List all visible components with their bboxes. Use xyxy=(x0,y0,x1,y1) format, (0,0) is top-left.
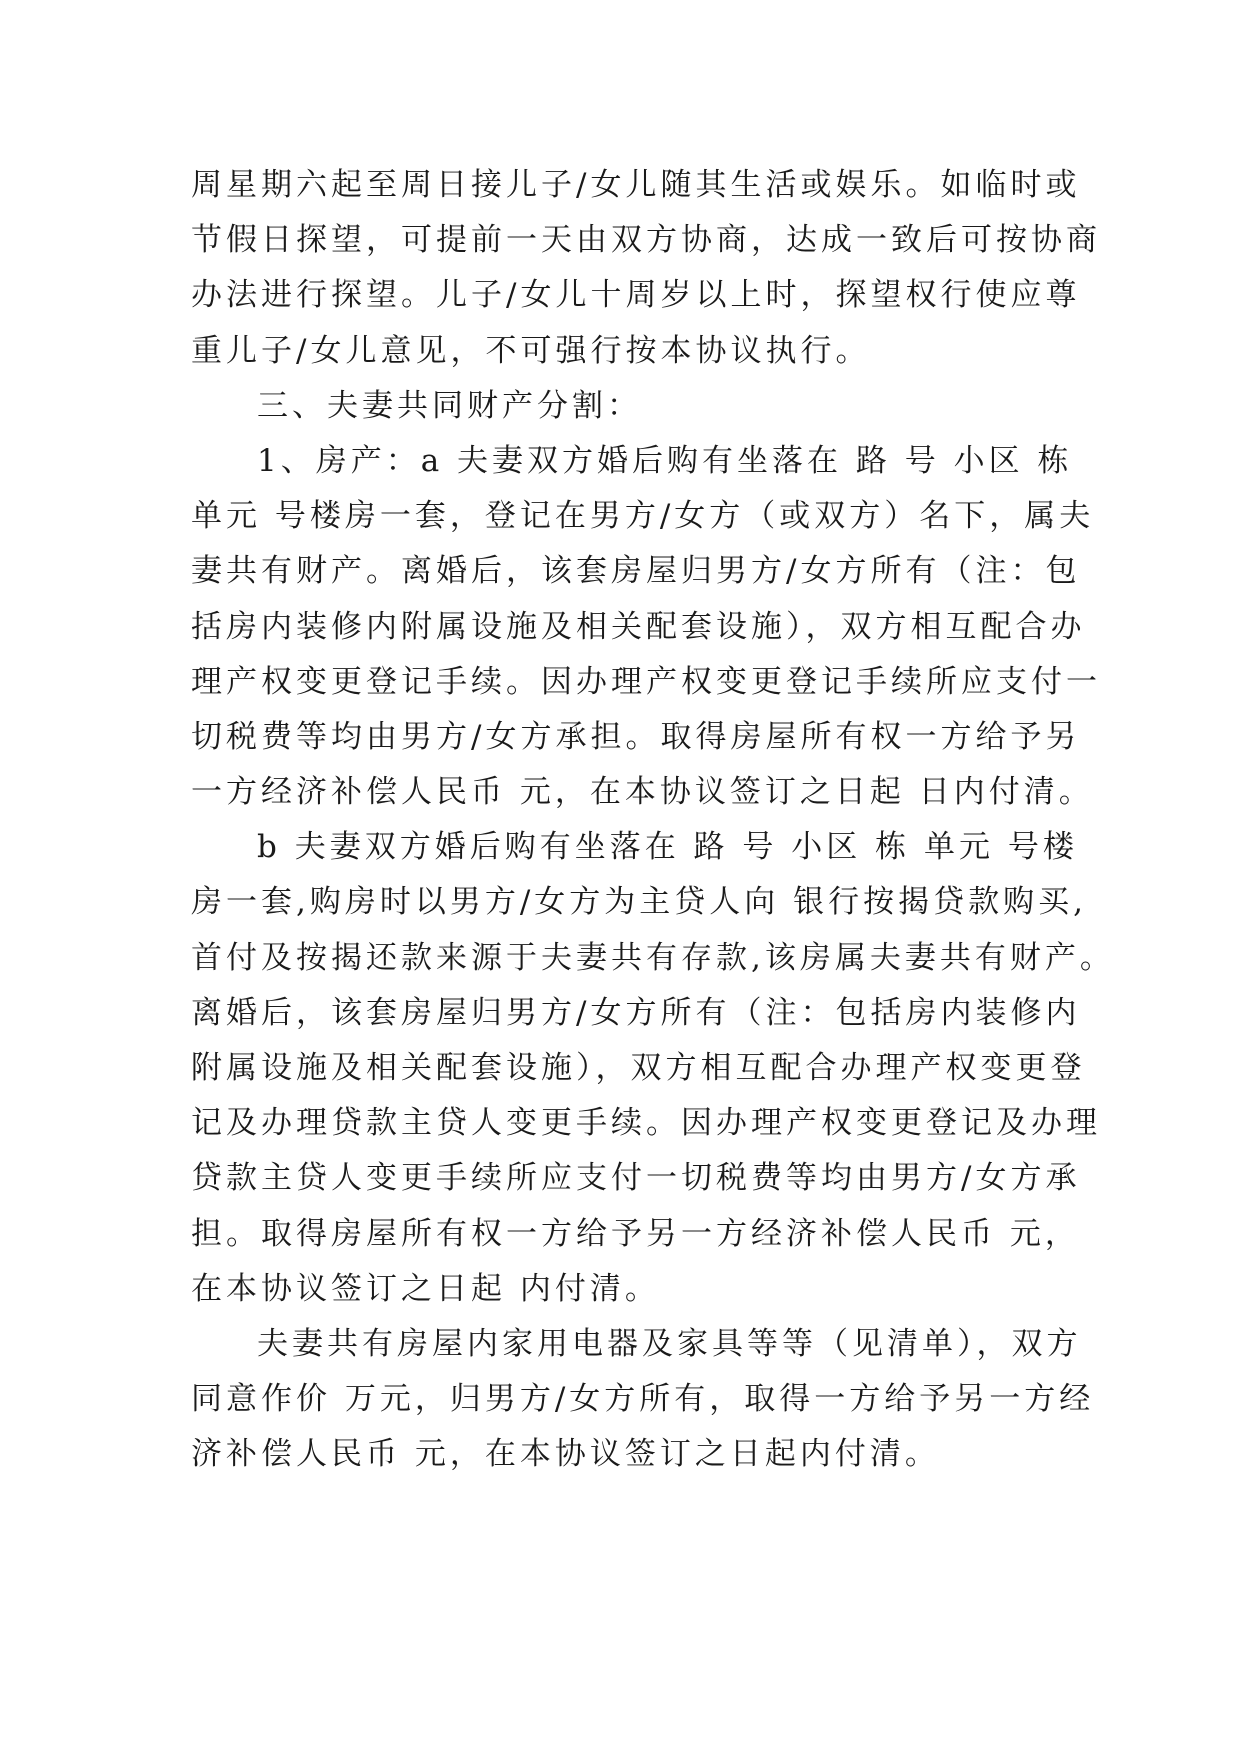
text-line: 括房内装修内附属设施及相关配套设施），双方相互配合办 xyxy=(191,608,1086,645)
text-line: 三、夫妻共同财产分割： xyxy=(257,387,642,424)
text-line: 离婚后，该套房屋归男方/女方所有（注：包括房内装修内 xyxy=(191,994,1081,1031)
text-line: 周星期六起至周日接儿子/女儿随其生活或娱乐。如临时或 xyxy=(191,167,1081,203)
text-line: 房一套,购房时以男方/女方为主贷人向 银行按揭贷款购买, xyxy=(191,884,1088,921)
text-line: 单元 号楼房一套，登记在男方/女方（或双方）名下，属夫 xyxy=(191,498,1095,535)
text-line: 夫妻共有房屋内家用电器及家具等等（见清单），双方 xyxy=(257,1325,1082,1362)
text-line: 节假日探望，可提前一天由双方协商，达成一致后可按协商 xyxy=(191,222,1101,259)
text-line: 记及办理贷款主贷人变更手续。因办理产权变更登记及办理 xyxy=(191,1105,1101,1142)
text-line: 在本协议签订之日起 内付清。 xyxy=(191,1270,660,1307)
text-line: 理产权变更登记手续。因办理产权变更登记手续所应支付一 xyxy=(191,663,1101,700)
text-line: 妻共有财产。离婚后，该套房屋归男方/女方所有（注：包 xyxy=(191,553,1081,590)
text-line: 济补偿人民币 元，在本协议签订之日起内付清。 xyxy=(191,1436,940,1473)
text-line: 切税费等均由男方/女方承担。取得房屋所有权一方给予另 xyxy=(191,718,1081,755)
text-line: 重儿子/女儿意见，不可强行按本协议执行。 xyxy=(191,332,871,369)
document-body xyxy=(191,158,1115,1483)
text-line: 附属设施及相关配套设施），双方相互配合办理产权变更登 xyxy=(191,1050,1086,1086)
text-line: 办法进行探望。儿子/女儿十周岁以上时，探望权行使应尊 xyxy=(191,277,1081,314)
text-line: 贷款主贷人变更手续所应支付一切税费等均由男方/女方承 xyxy=(191,1160,1081,1197)
text-line: 担。取得房屋所有权一方给予另一方经济补偿人民币 元， xyxy=(191,1215,1080,1252)
text-line: 首付及按揭还款来源于夫妻共有存款,该房属夫妻共有财产。 xyxy=(191,939,1115,976)
text-line: 同意作价 万元，归男方/女方所有，取得一方给予另一方经 xyxy=(191,1381,1095,1418)
text-line: 1、房产：a 夫妻双方婚后购有坐落在 路 号 小区 栋 xyxy=(257,442,1073,479)
text-line: 一方经济补偿人民币 元，在本协议签订之日起 日内付清。 xyxy=(191,774,1094,811)
text-line: b 夫妻双方婚后购有坐落在 路 号 小区 栋 单元 号楼 xyxy=(257,829,1078,866)
